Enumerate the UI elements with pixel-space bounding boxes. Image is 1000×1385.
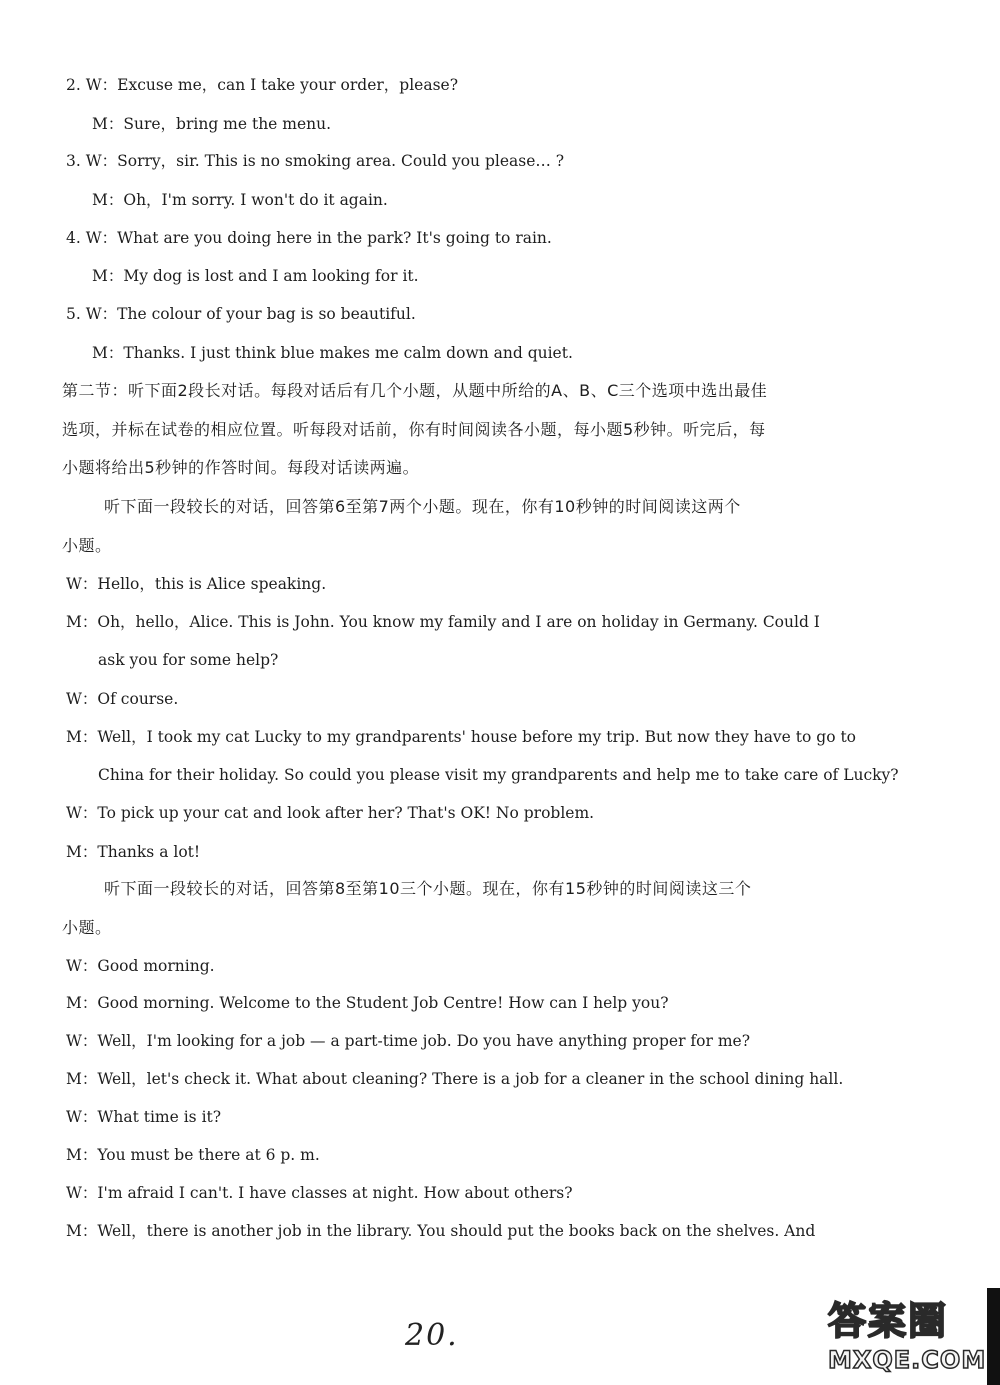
dialogue-line: 4. W：What are you doing here in the park? It's going to rain. — [66, 229, 552, 247]
dialogue-line: M：Good morning. Welcome to the Student Job Centre! How can I help you? — [66, 994, 669, 1012]
dialogue-line: M：My dog is lost and I am looking for it. — [92, 267, 419, 285]
dialogue-line: M：Well，let's check it. What about cleaning? There is a job for a cleaner in the school dining hall. — [66, 1070, 844, 1088]
dialogue-line: M：Well，there is another job in the library. You should put the books back on the shelves. And — [66, 1222, 816, 1240]
conversation-instruction: 听下面一段较长的对话，回答第6至第7两个小题。现在，你有10秒钟的时间阅读这两个 — [104, 497, 741, 516]
conversation-instruction: 听下面一段较长的对话，回答第8至第10三个小题。现在，你有15秒钟的时间阅读这三个 — [104, 879, 752, 898]
dialogue-line: M：Sure，bring me the menu. — [92, 115, 332, 133]
section-instruction: 小题将给出5秒钟的作答时间。每段对话读两遍。 — [62, 458, 420, 477]
page-number: 20. — [405, 1318, 459, 1353]
dialogue-line: W：I'm afraid I can't. I have classes at night. How about others? — [66, 1184, 573, 1202]
dialogue-line: M：You must be there at 6 p. m. — [66, 1146, 320, 1164]
dialogue-line: 2. W：Excuse me，can I take your order，please? — [66, 76, 459, 94]
dialogue-line: M：Oh，I'm sorry. I won't do it again. — [92, 191, 388, 209]
dialogue-line: M：Oh，hello，Alice. This is John. You know my family and I are on holiday in Germany. Could I — [66, 613, 820, 631]
dialogue-line: 3. W：Sorry，sir. This is no smoking area. Could you please… ? — [66, 152, 565, 170]
section-instruction: 选项，并标在试卷的相应位置。听每段对话前，你有时间阅读各小题，每小题5秒钟。听完后，每 — [62, 420, 766, 439]
dialogue-line: 5. W：The colour of your bag is so beautiful. — [66, 305, 416, 323]
dialogue-line: M：Well，I took my cat Lucky to my grandparents' house before my trip. But now they have to go to — [66, 728, 857, 746]
dialogue-line: W：What time is it? — [66, 1108, 222, 1126]
dialogue-line: W：Of course. — [66, 690, 179, 708]
dialogue-line: W：Hello，this is Alice speaking. — [66, 575, 327, 593]
dialogue-line: ask you for some help? — [98, 651, 279, 669]
dialogue-line: W：Well，I'm looking for a job — a part-time job. Do you have anything proper for me? — [66, 1032, 751, 1050]
dialogue-line: China for their holiday. So could you please visit my grandparents and help me to take care of Lucky? — [98, 766, 899, 784]
conversation-instruction: 小题。 — [62, 918, 112, 937]
conversation-instruction: 小题。 — [62, 536, 112, 555]
section-instruction: 第二节：听下面2段长对话。每段对话后有几个小题，从题中所给的A、B、C三个选项中选出最佳 — [62, 381, 768, 400]
watermark-logo — [828, 1290, 990, 1382]
watermark-title: 答案圈 — [828, 1299, 949, 1343]
watermark-url: MXQE.COM — [828, 1346, 987, 1374]
dialogue-line: M：Thanks a lot! — [66, 843, 201, 861]
dialogue-line: M：Thanks. I just think blue makes me calm down and quiet. — [92, 344, 573, 362]
dialogue-line: W：Good morning. — [66, 957, 215, 975]
dialogue-line: W：To pick up your cat and look after her? That's OK! No problem. — [66, 804, 595, 822]
